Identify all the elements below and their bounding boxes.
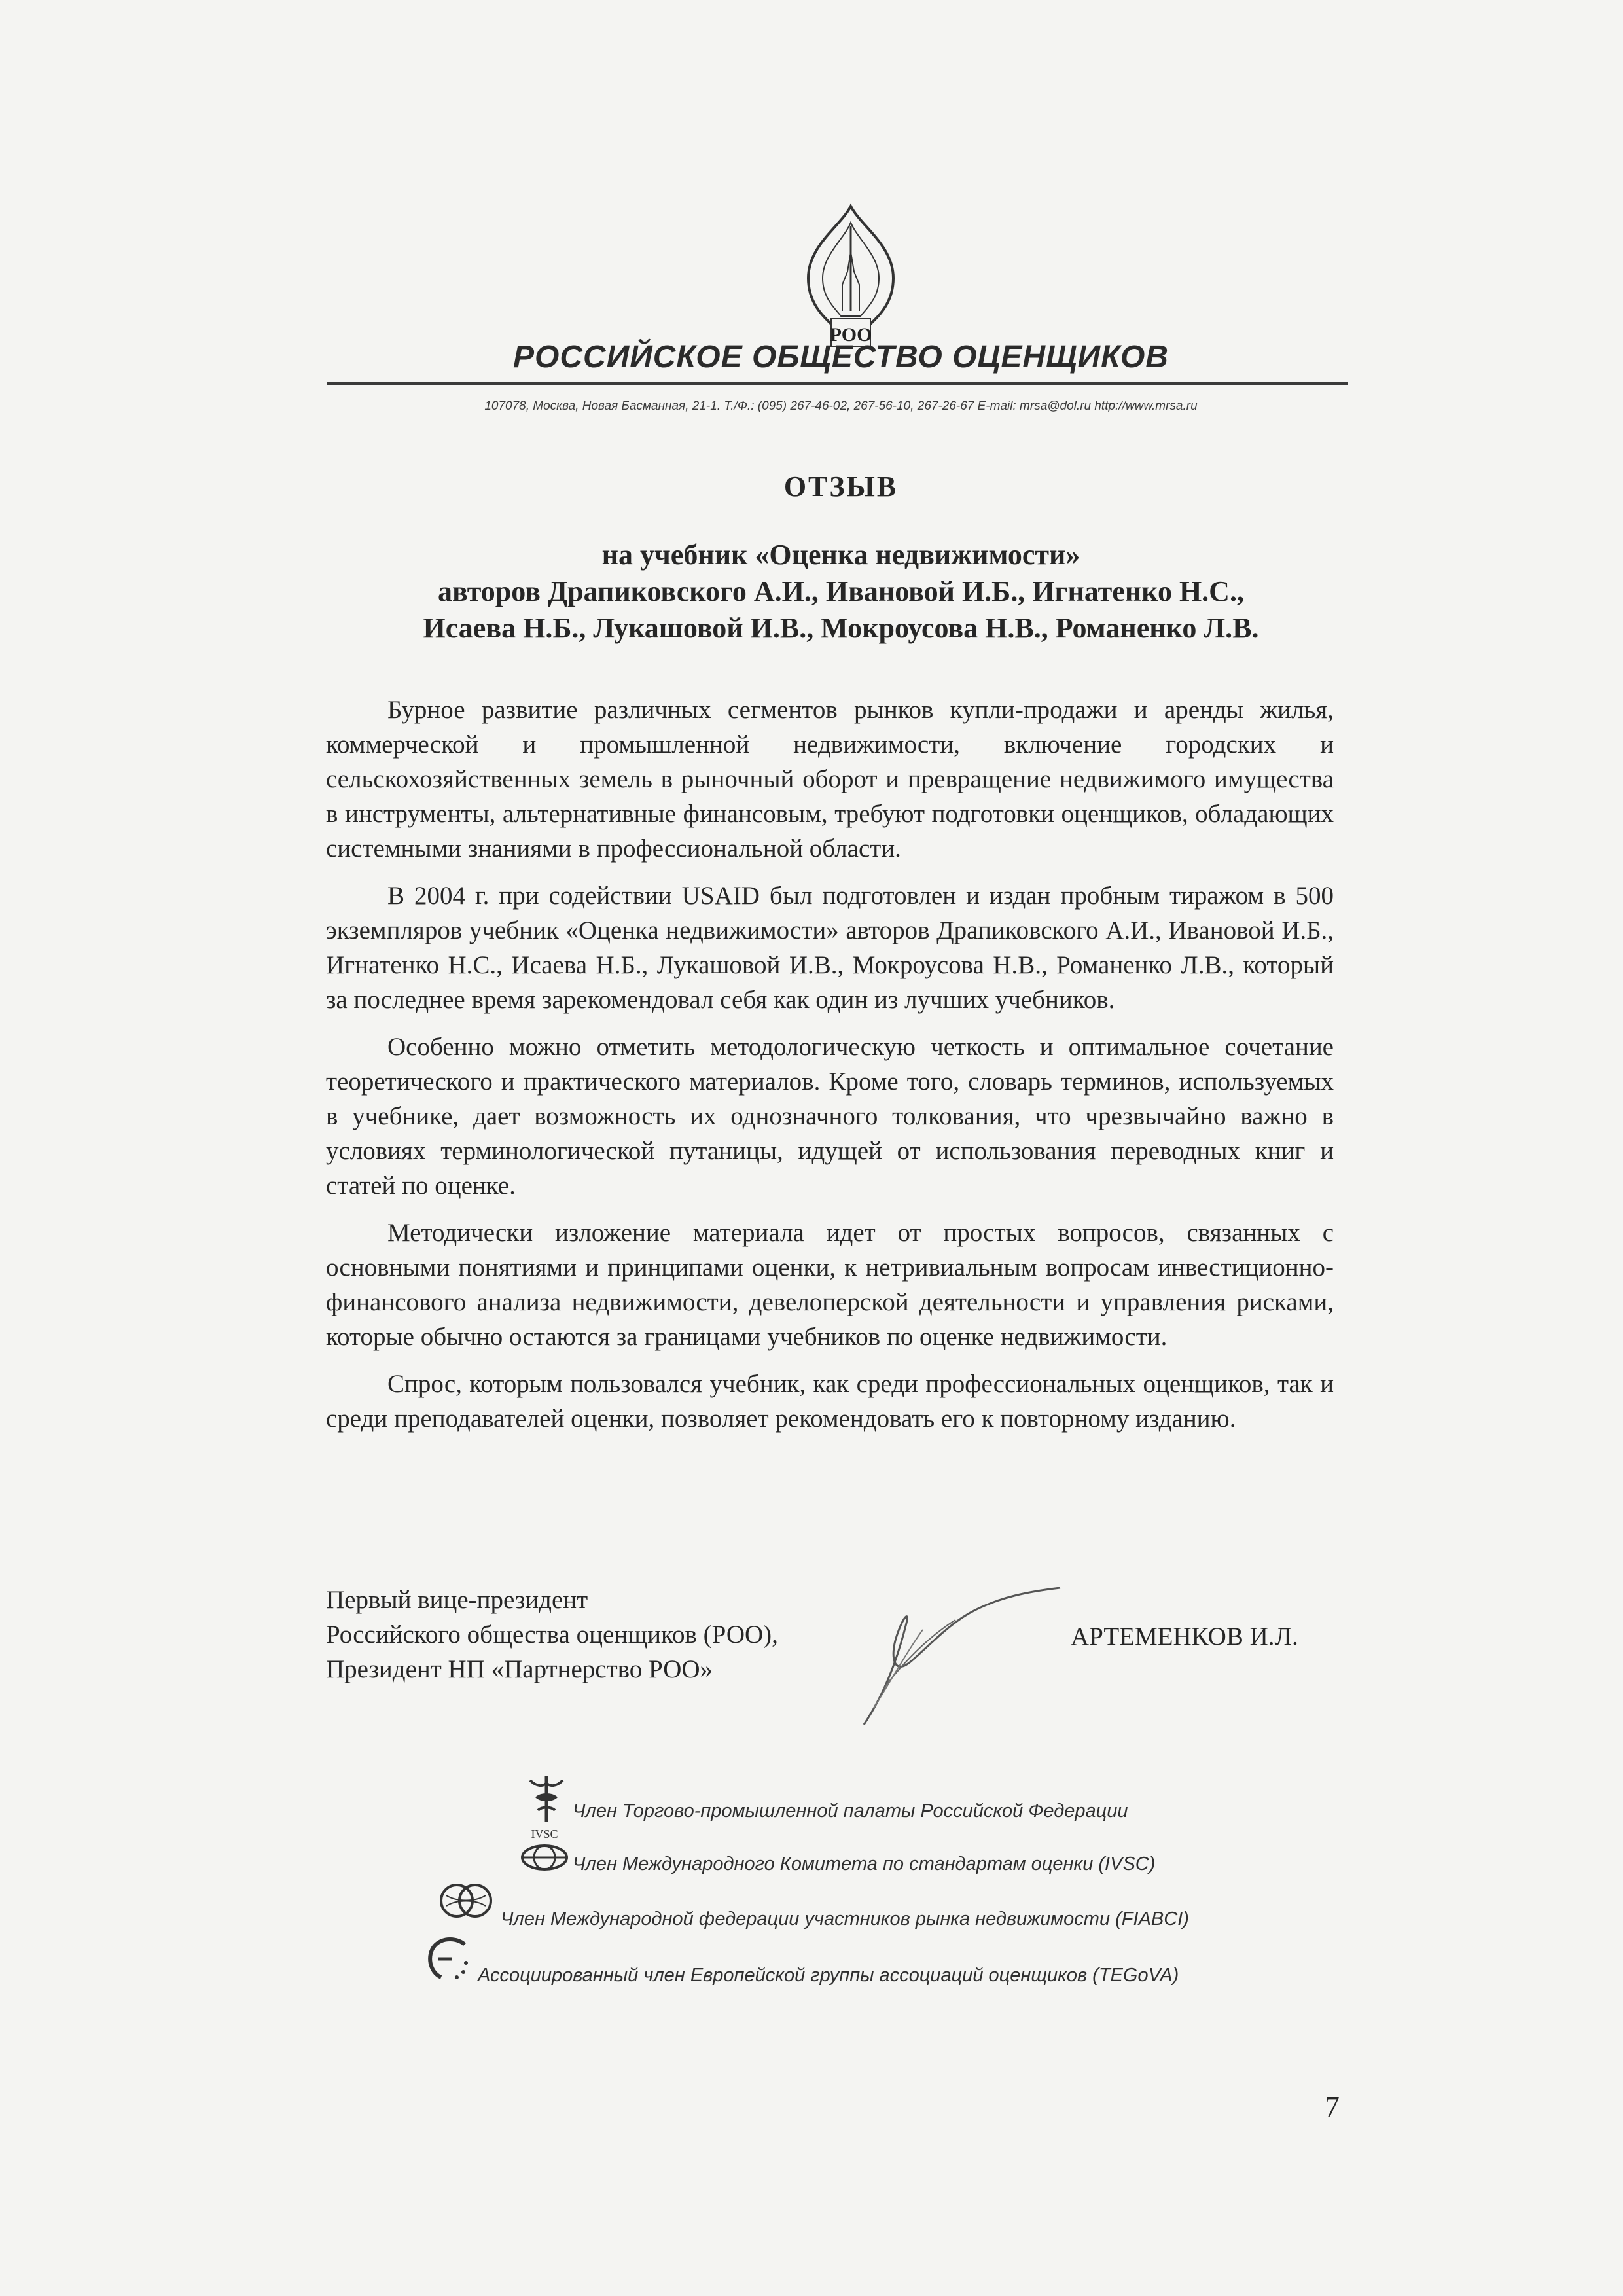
svg-text:РОО: РОО [829,324,872,346]
membership-ivsc: Член Международного Комитета по стандартам оценки (IVSC) [573,1854,1156,1874]
position-line: Российского общества оценщиков (РОО), [326,1621,778,1649]
handwritten-signature [844,1584,1067,1734]
roo-logo-icon [795,200,906,357]
subject-line: на учебник «Оценка недвижимости» [601,539,1080,571]
review-body [326,692,1334,1448]
letterhead-divider [327,382,1348,385]
fiabci-logo-icon [437,1876,495,1926]
review-subject [314,537,1368,647]
tegova-logo-icon [425,1934,474,1982]
organization-address: 107078, Москва, Новая Басманная, 21-1. Т./Ф.: (095) 267-46-02, 267-56-10, 267-26-67 E-mail: mrsa@dol.ru http://www.mrsa.ru [484,399,1198,413]
organization-name: РОССИЙСКОЕ ОБЩЕСТВО ОЦЕНЩИКОВ [513,340,1169,374]
page-number: 7 [1325,2090,1340,2123]
ivsc-logo-icon [518,1825,571,1873]
position-line: Президент НП «Партнерство РОО» [326,1655,713,1683]
signatory-position [326,1583,778,1687]
body-paragraph: В 2004 г. при содействии USAID был подготовлен и издан пробным тиражом в 500 экземпляров учебник «Оценка недвижимости» авторов Драпиковского А.И., Ивановой И.Б., Игнатенко Н.С., Исаева Н.Б., Лукашовой И.В., Мокроусова Н.В., Романенко Л.В., который за последнее время зарекомендовал себя как один из лучших учебников. [326,882,1334,1014]
document-title: ОТЗЫВ [783,471,899,503]
membership-chamber-of-commerce: Член Торгово-промышленной палаты Российской Федерации [573,1801,1128,1821]
subject-line: Исаева Н.Б., Лукашовой И.В., Мокроусова Н.В., Романенко Л.В. [423,612,1259,644]
ivsc-logo-label: IVSC [531,1827,558,1840]
chamber-of-commerce-icon [524,1771,569,1825]
body-paragraph: Спрос, которым пользовался учебник, как среди профессиональных оценщиков, так и среди преподавателей оценки, позволяет рекомендовать его к повторному изданию. [326,1370,1334,1433]
subject-line: авторов Драпиковского А.И., Ивановой И.Б., Игнатенко Н.С., [438,575,1244,607]
body-paragraph: Бурное развитие различных сегментов рынков купли-продажи и аренды жилья, коммерческой и промышленной недвижимости, включение городских и сельскохозяйственных земель в рыночный оборот и превращение недвижимого имущества в инструменты, альтернативные финансовым, требуют подготовки оценщиков, обладающих системными знаниями в профессиональной области. [326,696,1334,863]
membership-tegova: Ассоциированный член Европейской группы ассоциаций оценщиков (TEGoVA) [478,1965,1179,1986]
body-paragraph: Особенно можно отметить методологическую четкость и оптимальное сочетание теоретического и практического материалов. Кроме того, словарь терминов, используемых в учебнике, дает возможность их однозначного толкования, что чрезвычайно важно в условиях терминологической путаницы, идущей от использования переводных книг и статей по оценке. [326,1033,1334,1200]
signatory-name: АРТЕМЕНКОВ И.Л. [1071,1623,1298,1651]
position-line: Первый вице-президент [326,1586,588,1614]
body-paragraph: Методически изложение материала идет от простых вопросов, связанных с основными понятиями и принципами оценки, к нетривиальным вопросам инвестиционно-финансового анализа недвижимости, девелоперской деятельности и управления рисками, которые обычно остаются за границами учебников по оценке недвижимости. [326,1219,1334,1351]
membership-fiabci: Член Международной федерации участников рынка недвижимости (FIABCI) [501,1909,1189,1929]
